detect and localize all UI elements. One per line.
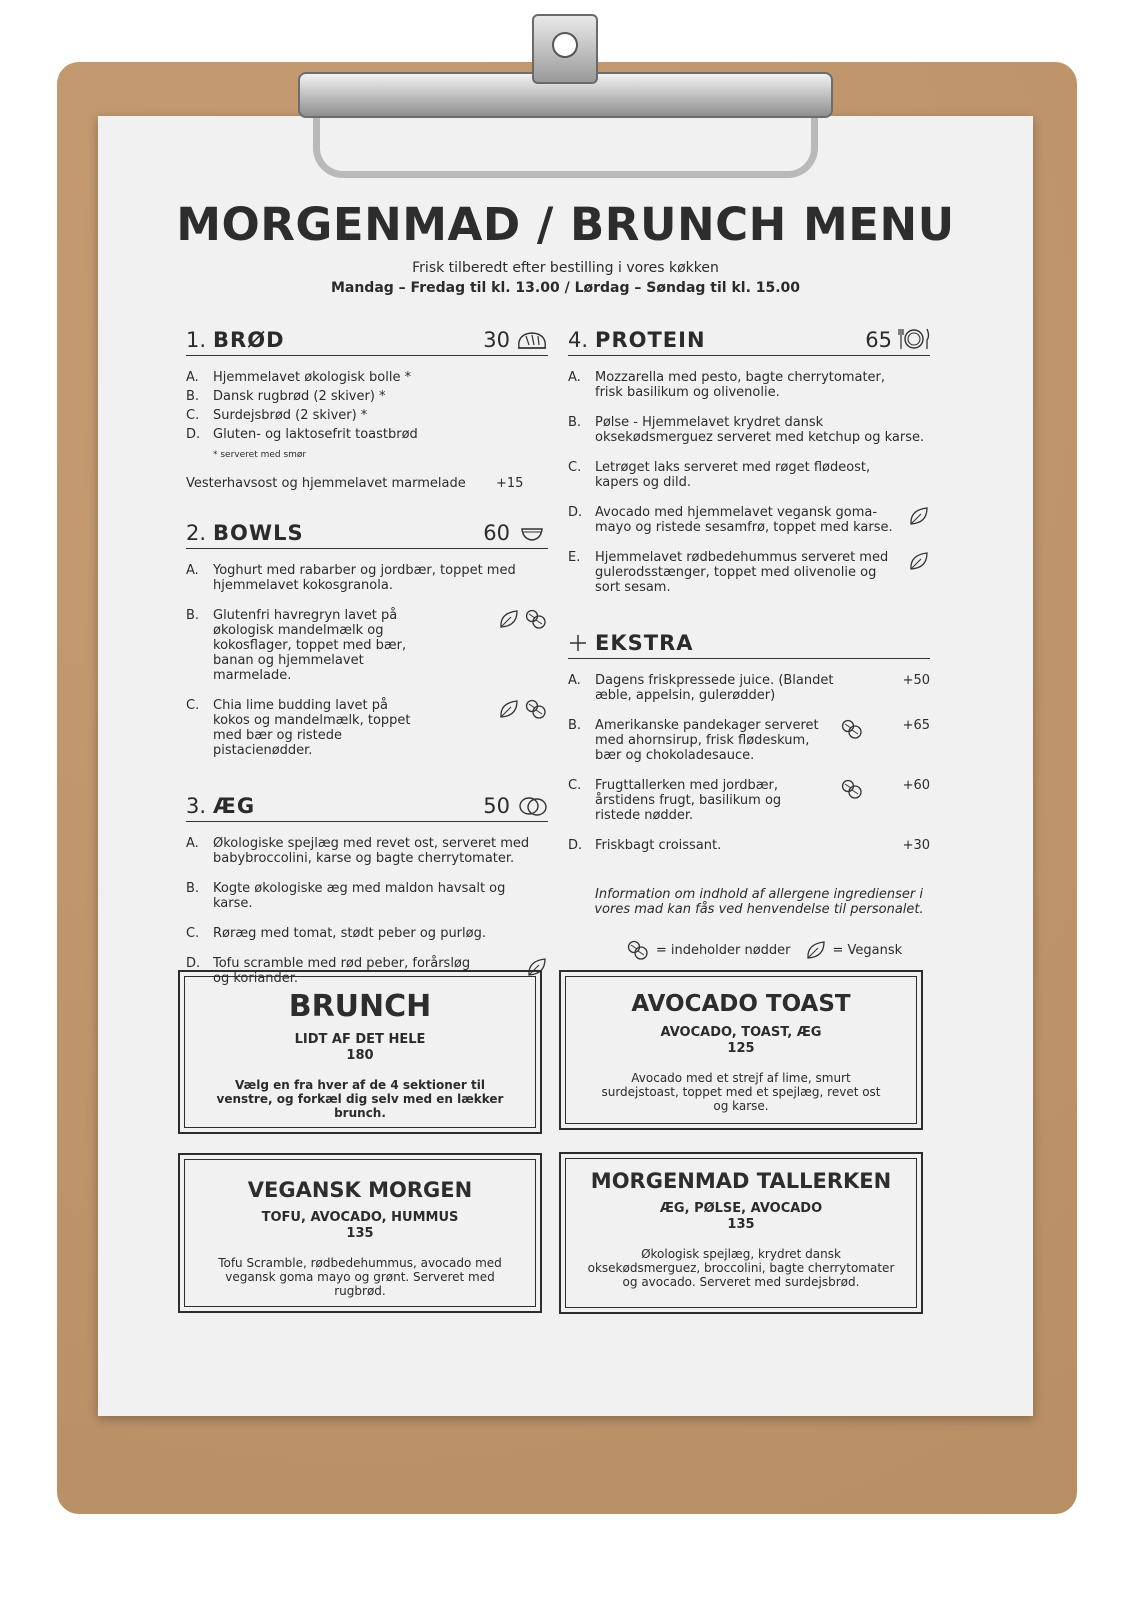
section-title: EKSTRA — [595, 631, 694, 655]
list-item — [568, 505, 930, 535]
list-item — [186, 926, 548, 941]
nuts-icon — [840, 778, 864, 800]
item-text: Avocado med hjemmelavet vegansk goma-mayo og ristede sesamfrø, toppet med karse. — [595, 505, 893, 535]
combo-avocado-toast — [559, 970, 923, 1130]
list-item — [568, 673, 930, 703]
section-header — [568, 629, 930, 659]
combo-title: MORGENMAD TALLERKEN — [590, 1169, 892, 1193]
allergen-note: Information om indhold af allergene ingredienser i vores mad kan fås ved henvendelse til personalet. — [594, 887, 924, 917]
item-icons — [908, 505, 930, 527]
bread-icon — [516, 326, 548, 352]
item-letter: C. — [186, 408, 200, 423]
item-list — [568, 673, 930, 853]
item-icons — [840, 718, 864, 740]
brod-extra-text: Vesterhavsost og hjemmelavet marmelade — [186, 476, 466, 491]
left-column — [186, 326, 548, 986]
item-text: Glutenfri havregryn lavet på økologisk mandelmælk og kokosflager, toppet med bær, banan og hjemmelavet marmelade. — [213, 608, 407, 683]
legend-vegan-label: = Vegansk — [832, 942, 903, 958]
item-text: Friskbagt croissant. — [595, 838, 722, 853]
section-title: ÆG — [213, 794, 256, 818]
item-price: +30 — [902, 838, 930, 853]
list-item — [186, 608, 548, 683]
combo-description: Vælg en fra hver af de 4 sektioner til venstre, og forkæl dig selv med en lækker brunch. — [216, 1078, 504, 1120]
item-letter: D. — [186, 956, 201, 971]
icon-legend — [568, 939, 930, 961]
section-number: 4. — [568, 328, 589, 352]
combo-frame — [184, 1159, 536, 1307]
item-letter: E. — [568, 550, 581, 565]
section-title: BRØD — [213, 328, 285, 352]
section-number: 3. — [186, 794, 207, 818]
combo-price: 125 — [727, 1041, 755, 1056]
item-letter: B. — [568, 415, 582, 430]
item-icons — [498, 608, 548, 630]
item-price: +50 — [902, 673, 930, 688]
combo-subtitle: AVOCADO, TOAST, ÆG — [660, 1025, 822, 1040]
item-text: Frugttallerken med jordbær, årstidens frugt, basilikum og ristede nødder. — [595, 778, 782, 823]
combo-subtitle: LIDT AF DET HELE — [294, 1032, 426, 1047]
item-text: Tofu scramble med rød peber, forårsløg og koriander. — [213, 956, 471, 986]
plus-icon — [568, 633, 588, 653]
item-text: Hjemmelavet rødbedehummus serveret med gulerodsstænger, toppet med olivenolie og sort sesam. — [595, 550, 889, 595]
section-brod — [186, 326, 548, 491]
item-letter: A. — [186, 563, 199, 578]
list-item — [568, 778, 930, 823]
nuts-icon — [626, 939, 650, 961]
item-text: Surdejsbrød (2 skiver) * — [213, 408, 368, 423]
item-letter: D. — [568, 505, 583, 520]
combo-title: AVOCADO TOAST — [631, 991, 851, 1017]
item-letter: C. — [186, 926, 200, 941]
item-text: Pølse - Hjemmelavet krydret dansk oksekødsmerguez serveret med ketchup og karse. — [595, 415, 925, 445]
item-letter: B. — [186, 389, 200, 404]
menu-paper — [98, 116, 1033, 1416]
section-number: 2. — [186, 521, 207, 545]
item-list — [186, 370, 548, 491]
list-item — [186, 389, 548, 404]
combo-brunch — [178, 970, 542, 1134]
item-text: Dagens friskpressede juice. (Blandet æble, appelsin, gulerødder) — [595, 673, 834, 703]
item-text: Yoghurt med rabarber og jordbær, toppet med hjemmelavet kokosgranola. — [213, 563, 516, 593]
item-text: Økologiske spejlæg med revet ost, serveret med babybroccolini, karse og bagte cherrytomater. — [213, 836, 530, 866]
item-list — [568, 370, 930, 595]
nuts-icon — [524, 608, 548, 630]
item-text: Dansk rugbrød (2 skiver) * — [213, 389, 386, 404]
section-price: 30 — [483, 328, 510, 352]
brod-extra-price: +15 — [496, 476, 524, 491]
item-letter: B. — [568, 718, 582, 733]
item-letter: B. — [186, 608, 200, 623]
item-letter: D. — [568, 838, 583, 853]
item-text: Mozzarella med pesto, bagte cherrytomater, frisk basilikum og olivenolie. — [595, 370, 886, 400]
combo-price: 180 — [346, 1048, 374, 1063]
list-item — [568, 460, 930, 490]
combo-frame — [565, 976, 917, 1124]
combo-description: Økologisk spejlæg, krydret dansk oksekødsmerguez, broccolini, bagte cherrytomater og avocado. Serveret med surdejsbrød. — [587, 1247, 895, 1289]
brod-extra — [186, 476, 548, 491]
list-item — [186, 836, 548, 866]
vegan-leaf-icon — [908, 505, 930, 527]
butter-note: * serveret med smør — [213, 450, 307, 460]
vegan-leaf-icon — [498, 608, 520, 630]
list-item — [568, 370, 930, 400]
item-icons — [840, 778, 864, 800]
combo-price: 135 — [727, 1217, 755, 1232]
list-item — [186, 881, 548, 911]
item-letter: D. — [186, 427, 201, 442]
combo-morgenmad-tallerken — [559, 1152, 923, 1314]
section-price: 60 — [483, 521, 510, 545]
section-number: 1. — [186, 328, 207, 352]
section-price: 50 — [483, 794, 510, 818]
item-text: Hjemmelavet økologisk bolle * — [213, 370, 412, 385]
item-letter: C. — [186, 698, 200, 713]
section-ekstra — [568, 629, 930, 961]
list-item — [568, 838, 930, 853]
combo-vegansk-morgen — [178, 1153, 542, 1313]
section-title: BOWLS — [213, 521, 304, 545]
clip-hole — [552, 32, 578, 58]
section-price: 65 — [865, 328, 892, 352]
item-letter: A. — [568, 673, 581, 688]
section-header — [186, 792, 548, 822]
item-list — [186, 563, 548, 758]
bowl-icon — [516, 519, 548, 545]
combo-title: VEGANSK MORGEN — [247, 1178, 473, 1202]
section-aeg — [186, 792, 548, 986]
list-item — [568, 718, 930, 763]
item-text: Amerikanske pandekager serveret med ahornsirup, frisk flødeskum, bær og chokoladesauce. — [595, 718, 819, 763]
section-bowls — [186, 519, 548, 758]
right-column — [568, 326, 930, 961]
item-icons — [498, 698, 548, 720]
combo-subtitle: ÆG, PØLSE, AVOCADO — [659, 1201, 823, 1216]
nuts-icon — [840, 718, 864, 740]
menu-title: MORGENMAD / BRUNCH MENU — [176, 198, 955, 251]
item-letter: C. — [568, 778, 582, 793]
vegan-leaf-icon — [908, 550, 930, 572]
section-header — [568, 326, 930, 356]
section-header — [186, 519, 548, 549]
section-title: PROTEIN — [595, 328, 706, 352]
eggs-icon — [516, 792, 548, 818]
item-letter: A. — [186, 370, 199, 385]
list-item — [568, 415, 930, 445]
item-letter: C. — [568, 460, 582, 475]
vegan-leaf-icon — [805, 939, 827, 961]
list-item — [186, 698, 548, 758]
list-item — [568, 550, 930, 595]
combo-title: BRUNCH — [288, 989, 432, 1024]
combo-subtitle: TOFU, AVOCADO, HUMMUS — [261, 1210, 459, 1225]
list-item — [186, 563, 548, 593]
item-letter: A. — [186, 836, 199, 851]
item-text: Chia lime budding lavet på kokos og mandelmælk, toppet med bær og ristede pistacienødder. — [213, 698, 411, 758]
item-text: Kogte økologiske æg med maldon havsalt og karse. — [213, 881, 506, 911]
legend-nuts-label: = indeholder nødder — [655, 942, 791, 958]
list-item — [186, 370, 548, 385]
item-letter: B. — [186, 881, 200, 896]
combo-frame — [565, 1158, 917, 1308]
nuts-icon — [524, 698, 548, 720]
list-item — [186, 408, 548, 423]
vegan-leaf-icon — [498, 698, 520, 720]
item-text: Letrøget laks serveret med røget flødeost, kapers og dild. — [595, 460, 871, 490]
list-item — [186, 427, 548, 442]
menu-subtitle: Frisk tilberedt efter bestilling i vores køkken — [412, 260, 719, 276]
section-header — [186, 326, 548, 356]
combo-description: Tofu Scramble, rødbedehummus, avocado med vegansk goma mayo og grønt. Serveret med rugbrød. — [218, 1256, 502, 1298]
item-price: +60 — [902, 778, 930, 793]
section-protein — [568, 326, 930, 595]
item-text: Gluten- og laktosefrit toastbrød — [213, 427, 418, 442]
item-text: Røræg med tomat, stødt peber og purløg. — [213, 926, 486, 941]
combo-description: Avocado med et strejf af lime, smurt surdejstoast, toppet med et spejlæg, revet ost og karse. — [601, 1071, 881, 1113]
item-icons — [908, 550, 930, 572]
item-price: +65 — [902, 718, 930, 733]
opening-hours: Mandag – Fredag til kl. 13.00 / Lørdag – Søndag til kl. 15.00 — [330, 280, 801, 296]
combo-price: 135 — [346, 1226, 374, 1241]
combo-frame — [184, 976, 536, 1128]
item-list — [186, 836, 548, 986]
item-letter: A. — [568, 370, 581, 385]
plate-cutlery-icon — [898, 326, 930, 352]
